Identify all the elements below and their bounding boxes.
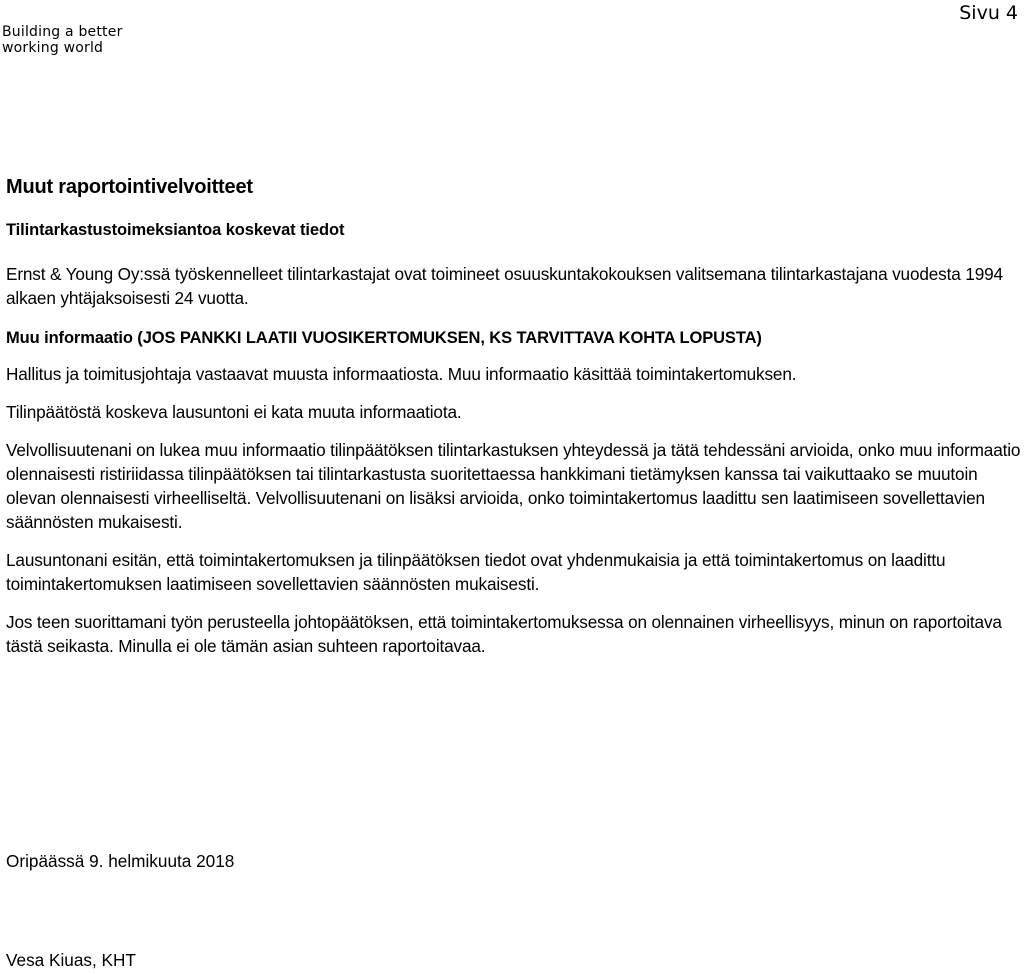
document-body [6,172,1022,658]
assignment-paragraph: Ernst & Young Oy:ssä työskennelleet tilintarkastajat ovat toimineet osuuskuntakokouksen valitsemana tilintarkastajana vuodesta 1994 alkaen yhtäjaksoisesti 24 vuotta. [6,264,1003,308]
paragraph-responsibility: Hallitus ja toimitusjohtaja vastaavat muusta informaatiosta. Muu informaatio käsittää toimintakertomuksen. [6,364,797,384]
place-date: Oripäässä 9. helmikuuta 2018 [6,851,235,871]
signer-name: Vesa Kiuas, KHT [6,950,136,970]
page-number: Sivu 4 [959,2,1018,24]
section-title: Muut raportointivelvoitteet [6,176,253,198]
paragraph-auditor-duty: Velvollisuutenani on lukea muu informaatio tilinpäätöksen tilintarkastuksen yhteydessä ja tätä tehdessäni arvioida, onko muu informaatio olennaisesti ristiriidassa tilinpäätöksen tai tilintarkastusta suoritettaessa hankkimani tietämyksen kanssa tai vaikuttaako se muutoin olevan olennaisesti virheelliseltä. Velvollisuutenani on lisäksi arvioida, onko toimintakertomus laadittu sen laatimiseen sovellettavien säännösten mukaisesti. [6,440,1021,532]
paragraph-statement: Lausuntonani esitän, että toimintakertomuksen ja tilinpäätöksen tiedot ovat yhdenmukaisia ja että toimintakertomus on laadittu toimintakertomuksen laatimiseen sovellettavien säännösten mukaisesti. [6,550,946,594]
tagline-line-1: Building a better [2,24,123,40]
paragraph-reporting: Jos teen suorittamani työn perusteella johtopäätöksen, että toimintakertomuksessa on olennainen virheellisyys, minun on raportoitava tästä seikasta. Minulla ei ole tämän asian suhteen raportoitavaa. [6,612,1002,656]
ey-tagline [2,24,123,56]
section-subtitle: Tilintarkastustoimeksiantoa koskevat tiedot [6,221,345,239]
tagline-line-2: working world [2,40,104,56]
other-info-heading: Muu informaatio (JOS PANKKI LAATII VUOSIKERTOMUKSEN, KS TARVITTAVA KOHTA LOPUSTA) [6,329,762,347]
paragraph-opinion-scope: Tilinpäätöstä koskeva lausuntoni ei kata muuta informaatiota. [6,402,462,422]
